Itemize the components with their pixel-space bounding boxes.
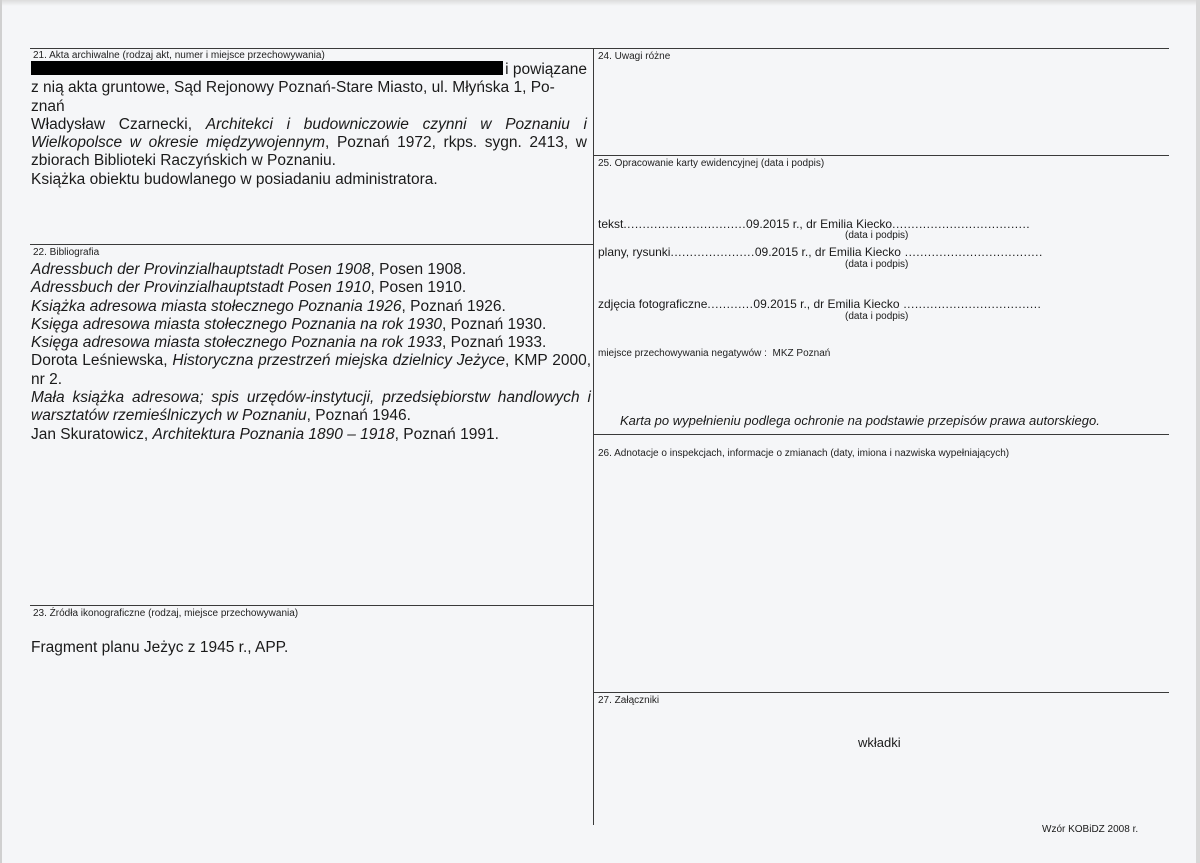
bib-entry: Jan Skuratowicz, Architektura Poznania 1890 – 1918, Poznań 1991. — [31, 425, 499, 443]
section-24-label: 24. Uwagi różne — [598, 51, 671, 62]
section-21-line3: znań — [31, 97, 65, 115]
form-template-note: Wzór KOBiDZ 2008 r. — [1042, 824, 1139, 835]
row-plany-caption: (data i podpis) — [845, 259, 909, 270]
divider-26-27 — [594, 692, 1169, 693]
scan-edge-right — [1196, 0, 1200, 863]
section-21-body — [31, 61, 587, 189]
section-21-line2: z nią akta gruntowe, Sąd Rejonowy Poznań-Stare Miasto, ul. Młyńska 1, Po- — [31, 79, 555, 97]
section-21-czarnecki: Władysław Czarnecki, Architekci i budowniczowie czynni w Poznaniu i Wielkopolsce w okresie międzywojennym, Poznań 1972, rkps. sygn. 2413, w zbiorach Biblioteki Raczyńskich w Poznaniu. — [31, 115, 587, 170]
scan-edge-top — [0, 0, 1200, 6]
divider-22-23 — [30, 605, 593, 606]
bibliography-list — [31, 261, 591, 444]
bib-entry: Adressbuch der Provinzialhauptstadt Posen 1908, Posen 1908. — [31, 261, 467, 278]
divider-25-26 — [594, 434, 1169, 435]
section-21-label: 21. Akta archiwalne (rodzaj akt, numer i miejsce przechowywania) — [33, 50, 325, 61]
section-22-label: 22. Bibliografia — [33, 247, 100, 258]
row-tekst: tekst................................09.2015 r., dr Emilia Kiecko.................................... — [598, 217, 1031, 231]
bib-entry: Dorota Leśniewska, Historyczna przestrzeń miejska dzielnicy Jeżyce, KMP 2000, nr 2. — [31, 352, 592, 388]
top-border — [30, 48, 1169, 49]
negatives-location: miejsce przechowywania negatywów : MKZ Poznań — [598, 348, 831, 359]
row-zdjecia: zdjęcia fotograficzne............09.2015 r., dr Emilia Kiecko .................................... — [598, 297, 1042, 311]
section-21-last: Książka obiektu budowlanego w posiadaniu administratora. — [31, 170, 438, 188]
bib-entry: Adressbuch der Provinzialhauptstadt Posen 1910, Posen 1910. — [31, 279, 467, 297]
copyright-note: Karta po wypełnieniu podlega ochronie na podstawie przepisów prawa autorskiego. — [620, 413, 1100, 428]
attachments-value: wkładki — [858, 735, 901, 750]
bib-entry: Księga adresowa miasta stołecznego Poznania na rok 1933, Poznań 1933. — [31, 334, 547, 352]
bib-entry: Książka adresowa miasta stołecznego Poznania 1926, Poznań 1926. — [31, 297, 506, 315]
row-tekst-caption: (data i podpis) — [845, 230, 909, 241]
bib-entry: Mała książka adresowa; spis urzędów-instytucji, przedsiębiorstw handlowych i warsztatów rzemieślniczych w Poznaniu, Poznań 1946. — [31, 389, 591, 425]
bib-entry: Księga adresowa miasta stołecznego Poznania na rok 1930, Poznań 1930. — [31, 315, 547, 333]
section-21-line1: i powiązane — [31, 61, 587, 79]
row-plany: plany, rysunki......................09.2015 r., dr Emilia Kiecko .................................... — [598, 245, 1043, 259]
center-divider — [593, 48, 594, 825]
redaction-bar — [31, 61, 503, 75]
divider-24-25 — [594, 155, 1169, 156]
row-zdjecia-caption: (data i podpis) — [845, 311, 909, 322]
scan-edge-left — [0, 0, 2, 863]
section-26-label: 26. Adnotacje o inspekcjach, informacje o zmianach (daty, imiona i nazwiska wypełniających) — [598, 448, 1010, 459]
section-25-label: 25. Opracowanie karty ewidencyjnej (data i podpis) — [598, 158, 825, 169]
section-23-text: Fragment planu Jeżyc z 1945 r., APP. — [31, 639, 289, 656]
section-23-label: 23. Źródła ikonograficzne (rodzaj, miejsce przechowywania) — [33, 608, 299, 619]
divider-21-22 — [30, 244, 593, 245]
section-27-label: 27. Załączniki — [598, 695, 660, 706]
